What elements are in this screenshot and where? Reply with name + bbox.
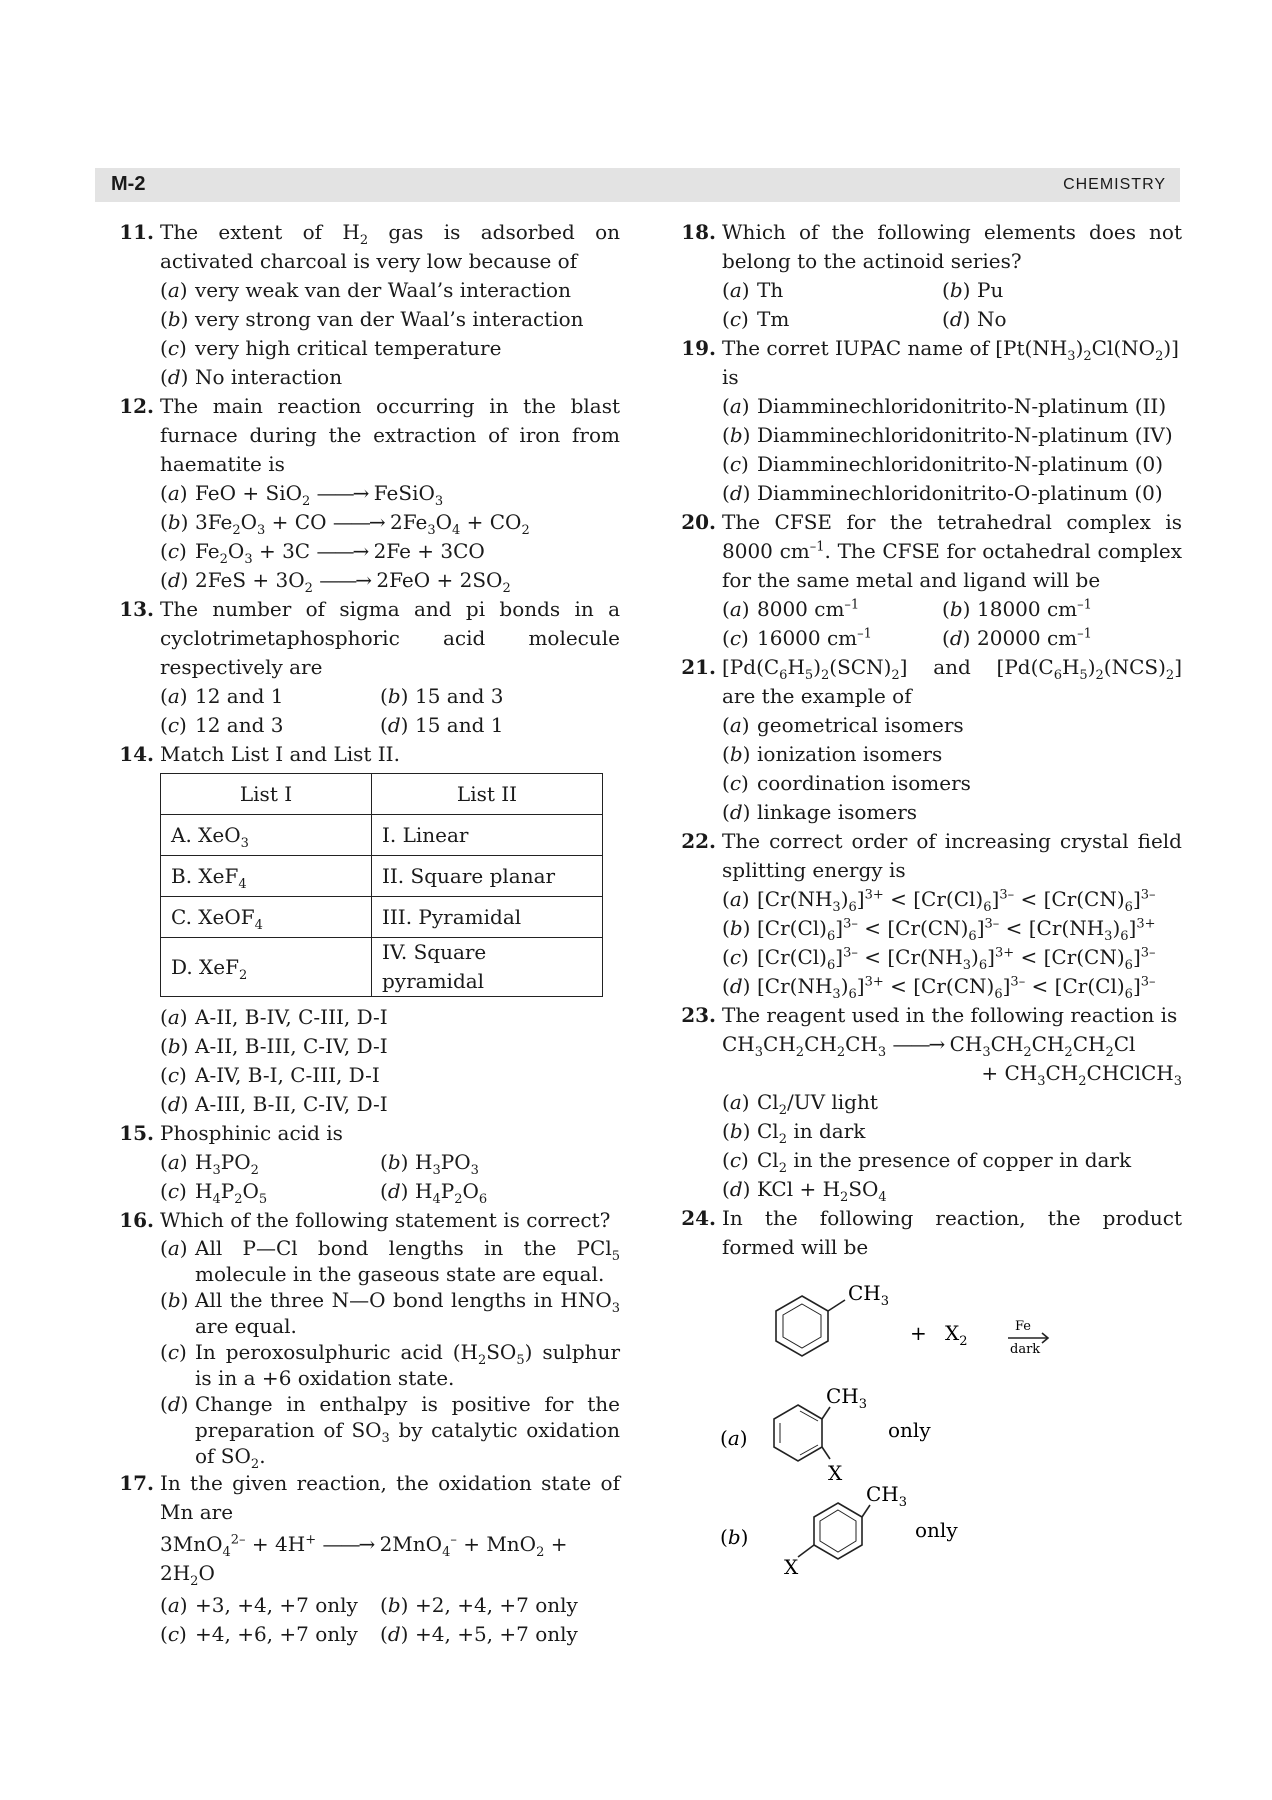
option: (c) $Fe_2O_3 + 3C$ ——→ 2Fe + 3CO	[160, 539, 485, 567]
svg-text:CH3: $CH_3$	[826, 1385, 868, 1412]
option: (b) very strong van der Waal’s interaction	[160, 307, 584, 331]
question-21: 21. $[Pd(C_6H_5)_2(SCN)_2]$ and $[Pd(C_6H_5)_2(NCS)_2]$ are the example of	[681, 655, 1182, 708]
subject-label: CHEMISTRY	[1063, 176, 1166, 193]
question-22: 22. The correct order of increasing crystal field splitting energy is	[681, 829, 1182, 882]
left-column: 11. The extent of $H_2$ gas is adsorbed on activated charcoal is very low because of (a) very weak van der Waal’s interaction (b) very strong van der Waal’s interaction (c) very high critical temperature (d) No interaction 12. The main reaction occurring in the blast furnace during the extraction of iron from haematite is (a) FeO + SiO$_2$ ——→ FeSiO$_3$ (b) $3Fe_2O_3$ + CO ——→ $2Fe_3O_4 + CO_2$ (c) $Fe_2O_3 + 3C$ ——→ 2Fe + 3CO (d) $2FeS + 3O_2$ ——→ $2FeO + 2SO_2$ 13. The number of sigma and pi bonds in a cyclotrimetaphosphoric acid molecule respectively are (a) 12 and 1 (b) 15 and 3 (c) 12 and 3 (d) 15 and 1 14. Match List I and List II. List I List II A. XeO$_3$ I. Linear B. XeF$_4$ II. Square planar C. XeOF$_4$ III. Pyramidal D. XeF$_2$ IV. Square pyramidal (a) A-II, B-IV, C-III, D-I (b) A-II, B-III, C-IV, D-I (c) A-IV, B-I, C-III, D-I (d) A-III, B-II, C-IV, D-I 15. Phosphinic acid is (a) $H_3PO_2$ (b) $H_3PO_3$ (c) $H_4P_2O_5$ (d) $H_4P_2O_6$ 16. Which of the following statement is correct? (a) All P—Cl bond lengths in the PCl$_5$ molecule in the gaseous state are equal. (b) All the three N—O bond lengths in $HNO_3$ are equal. (c) In peroxosulphuric acid $(H_2SO_5)$ sulphur is in a +6 oxidation state. (d) Change in enthalpy is positive for the preparation of $SO_3$ by catalytic oxidation of $SO_2$. 17. In the given reaction, the oxidation state of Mn are 3MnO$_4^{2-}$ + 4H+ ——→ $2MnO_4^- + MnO_2 + 2H_2O$ (a) +3, +4, +7 only (b) +2, +4, +7 only (c) +4, +6, +7 only (d) +4, +5, +7 only	[110, 218, 620, 1649]
page-header	[95, 168, 1180, 202]
q24-only-b: only	[915, 1518, 958, 1542]
match-table: List I List II A. XeO$_3$ I. Linear B. XeF$_4$ II. Square planar C. XeOF$_4$ III. Pyramidal D. XeF$_2$ IV. Square pyramidal	[160, 773, 603, 997]
svg-text:CH3: $CH_3$	[848, 1281, 890, 1309]
option: (d) No interaction	[160, 365, 343, 389]
svg-text:Fe: Fe	[1015, 1319, 1032, 1334]
q24-only-a: only	[888, 1418, 931, 1442]
question-13: 13. The number of sigma and pi bonds in a cyclotrimetaphosphoric acid molecule respectively are	[119, 597, 620, 679]
q24-option-b	[718, 1485, 978, 1585]
question-19: 19. The corret IUPAC name of $[Pt(NH_3)_2Cl(NO_2)]$ is	[681, 336, 1179, 389]
question-17: 17. In the given reaction, the oxidation state of Mn are	[119, 1471, 620, 1524]
question-20: 20. The CFSE for the tetrahedral complex is 8000 $cm^{-1}$. The CFSE for octahedral complex for the same metal and ligand will be	[681, 510, 1183, 592]
option: (d) $2FeS + 3O_2$ ——→ $2FeO + 2SO_2$	[160, 568, 511, 596]
right-column: 18. Which of the following elements does not belong to the actinoid series? (a) Th (b) Pu (c) Tm (d) No 19. The corret IUPAC name of $[Pt(NH_3)_2Cl(NO_2)]$ is (a) Diamminechloridonitrito-N-platinum (II) (b) Diamminechloridonitrito-N-platinum (IV) (c) Diamminechloridonitrito-N-platinum (0) (d) Diamminechloridonitrito-O-platinum (0) 20. The CFSE for the tetrahedral complex is 8000 $cm^{-1}$. The CFSE for octahedral complex for the same metal and ligand will be (a) 8000 $cm^{-1}$ (b) 18000 $cm^{-1}$ (c) 16000 $cm^{-1}$ (d) 20000 $cm^{-1}$ 21. $[Pd(C_6H_5)_2(SCN)_2]$ and $[Pd(C_6H_5)_2(NCS)_2]$ are the example of (a) geometrical isomers (b) ionization isomers (c) coordination isomers (d) linkage isomers 22. The correct order of increasing crystal field splitting energy is (a) $[Cr(NH_3)_6]^{3+} < [Cr(Cl)_6]^{3-} < [Cr(CN)_6]^{3-}$ (b) $[Cr(Cl)_6]^{3-} < [Cr(CN)_6]^{3-} < [Cr(NH_3)_6]^{3+}$ (c) $[Cr(Cl)_6]^{3-} < [Cr(NH_3)_6]^{3+} < [Cr(CN)_6]^{3-}$ (d) $[Cr(NH_3)_6]^{3+} < [Cr(CN)_6]^{3-} < [Cr(Cl)_6]^{3-}$ 23. The reagent used in the following reaction is $CH_3CH_2CH_2CH_3$ ——→ $CH_3CH_2CH_2CH_2Cl$ + $CH_3CH_2CHClCH_3$ (a) $Cl_2/UV$ light (b) $Cl_2$ in dark (c) $Cl_2$ in the presence of copper in dark (d) KCl + $H_2SO_4$ 24. In the following reaction, the product formed will be	[672, 218, 1182, 1262]
page-number: M-2	[111, 173, 146, 195]
question-24: 24. In the following reaction, the product formed will be	[681, 1206, 1182, 1259]
option: (c) very high critical temperature	[160, 336, 502, 360]
question-11: 11. The extent of $H_2$ gas is adsorbed on activated charcoal is very low because of	[119, 220, 621, 273]
svg-text:+: +	[910, 1321, 927, 1345]
svg-text:X: X	[784, 1555, 799, 1579]
svg-text:X: X	[828, 1461, 843, 1485]
question-18: 18. Which of the following elements does not belong to the actinoid series?	[681, 220, 1182, 273]
option: (b) $3Fe_2O_3$ + CO ——→ $2Fe_3O_4 + CO_2$	[160, 510, 530, 538]
q24-option-a	[718, 1385, 978, 1485]
q24-reaction-diagram	[760, 1278, 1080, 1378]
question-16: 16. Which of the following statement is correct?	[119, 1208, 611, 1232]
svg-text:X2: $X_2$	[945, 1321, 968, 1349]
svg-text:CH3: $CH_3$	[866, 1485, 908, 1510]
question-12: 12. The main reaction occurring in the blast furnace during the extraction of iron from haematite is	[119, 394, 620, 476]
option: (a) very weak van der Waal’s interaction	[160, 278, 571, 302]
svg-text:(b): (b)	[720, 1525, 749, 1549]
question-14: 14. Match List I and List II.	[119, 742, 400, 766]
option: (a) FeO + SiO$_2$ ——→ FeSiO$_3$	[160, 481, 444, 509]
svg-text:(a): (a)	[720, 1426, 748, 1450]
question-23: 23. The reagent used in the following reaction is	[681, 1003, 1178, 1027]
question-15: 15. Phosphinic acid is	[119, 1121, 343, 1145]
svg-text:dark: dark	[1010, 1342, 1041, 1357]
